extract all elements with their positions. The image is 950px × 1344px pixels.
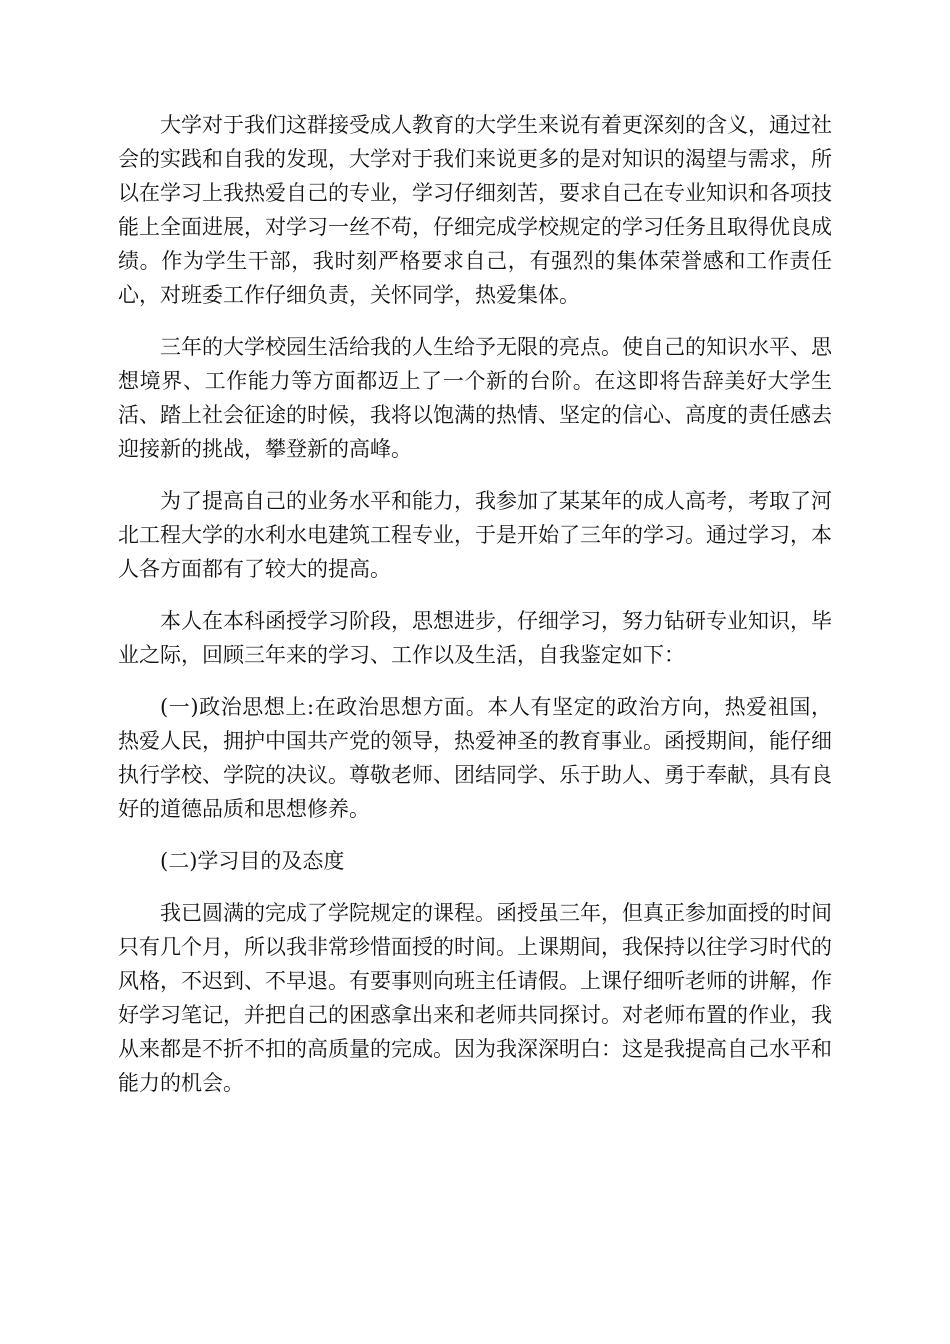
paragraph-4: 本人在本科函授学习阶段，思想进步，仔细学习，努力钻研专业知识，毕业之际，回顾三年来的学习、工作以及生活，自我鉴定如下：: [118, 609, 832, 667]
paragraph-2: 三年的大学校园生活给我的人生给予无限的亮点。使自己的知识水平、思想境界、工作能力等方面都迈上了一个新的台阶。在这即将告辞美好大学生活、踏上社会征途的时候，我将以饱满的热情、坚定的信心、高度的责任感去迎接新的挑战，攀登新的高峰。: [118, 335, 832, 461]
document-body: [118, 108, 832, 1118]
paragraph-5: (一)政治思想上:在政治思想方面。本人有坚定的政治方向，热爱祖国，热爱人民，拥护中国共产党的领导，热爱神圣的教育事业。函授期间，能仔细执行学校、学院的决议。尊敬老师、团结同学、乐于助人、勇于奉献，具有良好的道德品质和思想修养。: [118, 695, 832, 821]
paragraph-3: 为了提高自己的业务水平和能力，我参加了某某年的成人高考，考取了河北工程大学的水利水电建筑工程专业，于是开始了三年的学习。通过学习，本人各方面都有了较大的提高。: [118, 489, 832, 581]
paragraph-1: 大学对于我们这群接受成人教育的大学生来说有着更深刻的含义，通过社会的实践和自我的发现，大学对于我们来说更多的是对知识的渴望与需求，所以在学习上我热爱自己的专业，学习仔细刻苦，要求自己在专业知识和各项技能上全面进展，对学习一丝不苟，仔细完成学校规定的学习任务且取得优良成绩。作为学生干部，我时刻严格要求自己，有强烈的集体荣誉感和工作责任心，对班委工作仔细负责，关怀同学，热爱集体。: [118, 113, 832, 307]
section-heading-2: (二)学习目的及态度: [160, 849, 345, 873]
paragraph-6: 我已圆满的完成了学院规定的课程。函授虽三年，但真正参加面授的时间只有几个月，所以我非常珍惜面授的时间。上课期间，我保持以往学习时代的风格，不迟到、不早退。有要事则向班主任请假。上课仔细听老师的讲解，作好学习笔记，并把自己的困惑拿出来和老师共同探讨。对老师布置的作业，我从来都是不折不扣的高质量的完成。因为我深深明白：这是我提高自己水平和能力的机会。: [118, 901, 832, 1095]
